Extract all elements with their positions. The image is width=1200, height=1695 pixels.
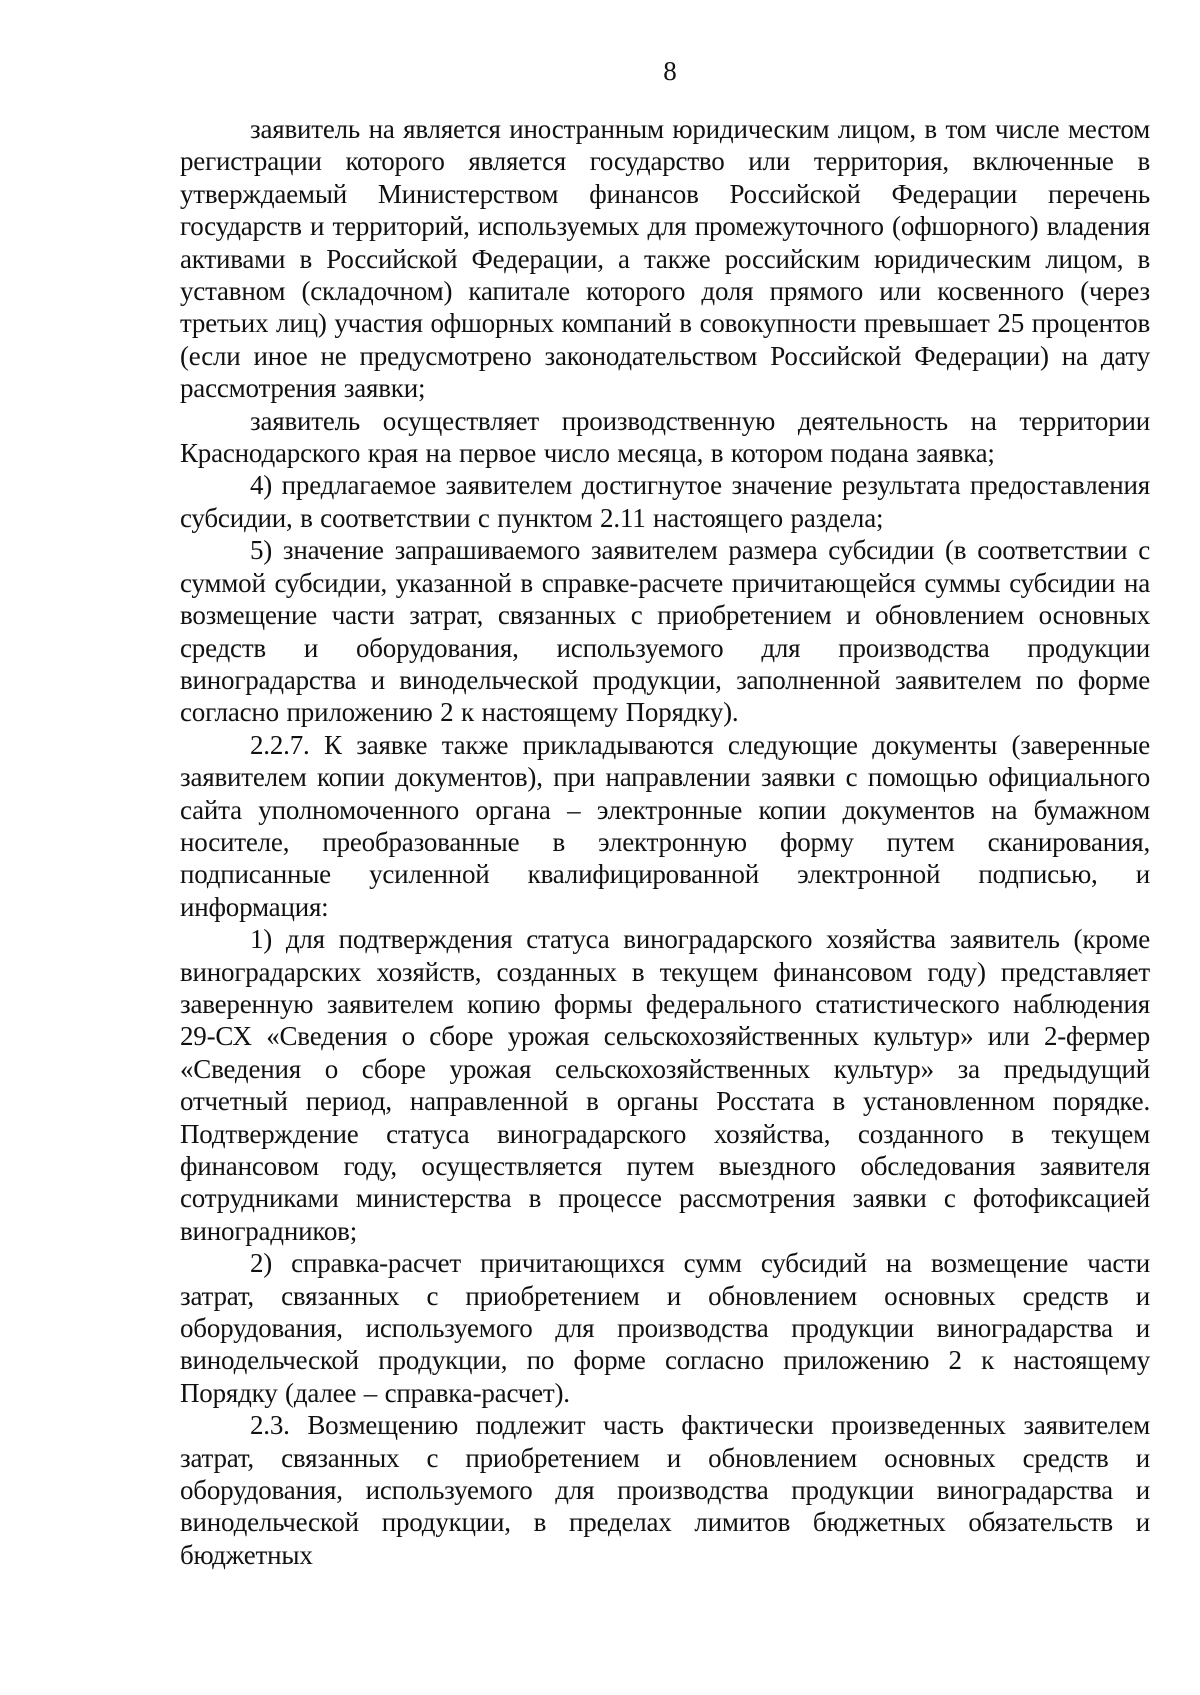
paragraph-2-3: 2.3. Возмещению подлежит часть фактически произведенных заявителем затрат, связанных с приобретением и обновлением основных средств и оборудования, используемого для производства продукции виноградарства и винодельческой продукции, в пределах лимитов бюджетных обязательств и бюджетных xyxy=(180,1410,1150,1570)
document-body xyxy=(180,113,1150,1571)
paragraph-doc-item-1: 1) для подтверждения статуса виноградарского хозяйства заявитель (кроме виноградарских хозяйств, созданных в текущем финансовом году) представляет заверенную заявителем копию формы федерального статистического наблюдения 29-СХ «Сведения о сборе урожая сельскохозяйственных культур» или 2-фермер «Сведения о сборе урожая сельскохозяйственных культур» за предыдущий отчетный период, направленной в органы Росстата в установленном порядке. Подтверждение статуса виноградарского хозяйства, созданного в текущем финансовом году, осуществляется путем выездного обследования заявителя сотрудниками министерства в процессе рассмотрения заявки с фотофиксацией виноградников; xyxy=(180,924,1150,1246)
paragraph-production-activity: заявитель осуществляет производственную деятельность на территории Краснодарского края на первое число месяца, в котором подана заявка; xyxy=(180,405,1150,469)
paragraph-doc-item-2: 2) справка-расчет причитающихся сумм субсидий на возмещение части затрат, связанных с приобретением и обновлением основных средств и оборудования, используемого для производства продукции виноградарства и винодельческой продукции, по форме согласно приложению 2 к настоящему Порядку (далее – справка-расчет). xyxy=(180,1248,1150,1408)
page-number: 8 xyxy=(663,56,677,86)
paragraph-offshore-condition: заявитель на является иностранным юридическим лицом, в том числе местом регистрации которого является государство или территория, включенные в утверждаемый Министерством финансов Российской Федерации перечень государств и территорий, используемых для промежуточного (офшорного) владения активами в Российской Федерации, а также российским юридическим лицом, в уставном (складочном) капитале которого доля прямого или косвенного (через третьих лиц) участия офшорных компаний в совокупности превышает 25 процентов (если иное не предусмотрено законодательством Российской Федерации) на дату рассмотрения заявки; xyxy=(180,114,1150,404)
paragraph-2-2-7: 2.2.7. К заявке также прикладываются следующие документы (заверенные заявителем копии документов), при направлении заявки с помощью официального сайта уполномоченного органа – электронные копии документов на бумажном носителе, преобразованные в электронную форму путем сканирования, подписанные усиленной квалифицированной электронной подписью, и информация: xyxy=(180,729,1150,922)
paragraph-item-5: 5) значение запрашиваемого заявителем размера субсидии (в соответствии с суммой субсидии, указанной в справке-расчете причитающейся суммы субсидии на возмещение части затрат, связанных с приобретением и обновлением основных средств и оборудования, используемого для производства продукции виноградарства и винодельческой продукции, заполненной заявителем по форме согласно приложению 2 к настоящему Порядку). xyxy=(180,535,1150,728)
paragraph-item-4: 4) предлагаемое заявителем достигнутое значение результата предоставления субсидии, в соответствии с пунктом 2.11 настоящего раздела; xyxy=(180,470,1150,533)
